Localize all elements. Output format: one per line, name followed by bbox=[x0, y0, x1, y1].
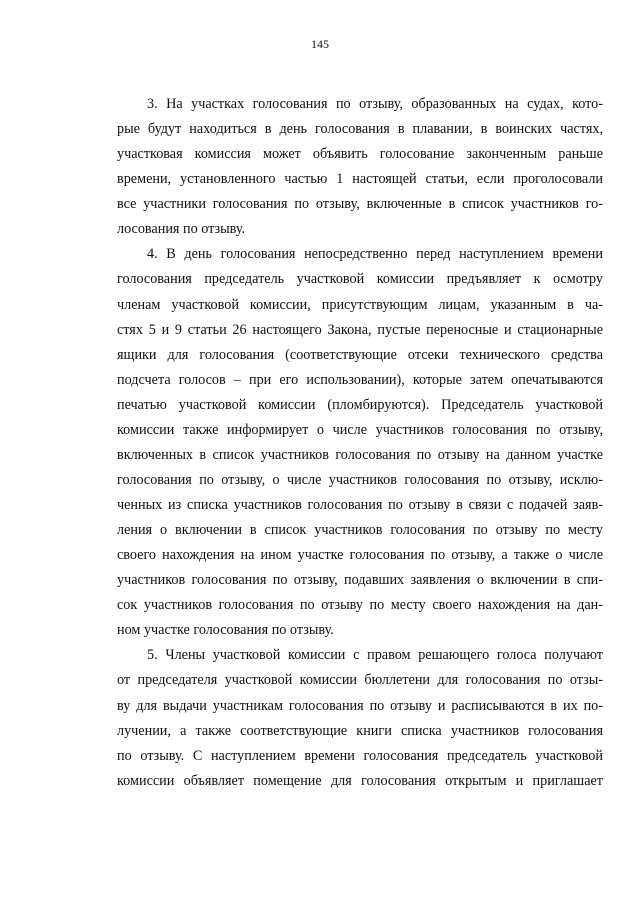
paragraph bbox=[117, 242, 603, 643]
text-line: ченных из списка участников голосования по отзыву в связи с подачей заяв- bbox=[117, 497, 603, 513]
text-line: сок участников голосования по отзыву по месту своего нахождения на дан- bbox=[117, 597, 603, 614]
text-line: все участники голосования по отзыву, включенные в список участников го- bbox=[117, 196, 603, 213]
text-line: печатью участковой комиссии (пломбируются). Председатель участковой bbox=[117, 396, 603, 413]
text-line: голосования по отзыву, о числе участников голосования по отзыву, исклю- bbox=[117, 471, 603, 488]
text-line: времени, установленного частью 1 настоящей статьи, если проголосовали bbox=[117, 171, 603, 188]
text-line: комиссии также информирует о числе участников голосования по отзыву, bbox=[117, 421, 603, 438]
text-line: ву для выдачи участникам голосования по отзыву и расписываются в их по- bbox=[117, 697, 603, 714]
text-line: ном участке голосования по отзыву. bbox=[117, 622, 334, 639]
text-line: 4. В день голосования непосредственно перед наступлением времени bbox=[147, 246, 603, 263]
text-line: рые будут находиться в день голосования в плавании, в воинских частях, bbox=[117, 121, 603, 138]
text-line: голосования председатель участковой комиссии предъявляет к осмотру bbox=[117, 271, 603, 288]
text-line: участников голосования по отзыву, подавших заявления о включении в спи- bbox=[117, 572, 603, 589]
page-number: 145 bbox=[311, 37, 329, 51]
text-line: членам участковой комиссии, присутствующим лицам, указанным в ча- bbox=[117, 296, 603, 313]
text-line: своего нахождения на ином участке голосования по отзыву, а также о числе bbox=[117, 547, 603, 564]
text-line: включенных в список участников голосования по отзыву на данном участке bbox=[117, 446, 603, 463]
text-line: лосования по отзыву. bbox=[117, 221, 246, 238]
document-body bbox=[117, 92, 603, 794]
text-line: участковая комиссия может объявить голосование законченным раньше bbox=[117, 146, 603, 163]
text-line: по отзыву. С наступлением времени голосования председатель участковой bbox=[117, 747, 603, 764]
text-line: ящики для голосования (соответствующие отсеки технического средства bbox=[117, 346, 603, 363]
paragraph bbox=[117, 643, 603, 793]
text-line: от председателя участковой комиссии бюллетени для голосования по отзы- bbox=[117, 672, 603, 689]
text-line: ления о включении в список участников голосования по отзыву по месту bbox=[117, 522, 603, 539]
text-line: стях 5 и 9 статьи 26 настоящего Закона, пустые переносные и стационарные bbox=[117, 321, 603, 338]
text-line: комиссии объявляет помещение для голосования открытым и приглашает bbox=[117, 772, 603, 789]
text-line: 3. На участках голосования по отзыву, образованных на судах, кото- bbox=[147, 96, 603, 112]
text-line: лучении, а также соответствующие книги списка участников голосования bbox=[117, 722, 603, 739]
text-line: 5. Члены участковой комиссии с правом решающего голоса получают bbox=[147, 647, 603, 664]
paragraph bbox=[117, 92, 603, 242]
text-line: подсчета голосов – при его использовании), которые затем опечатываются bbox=[117, 371, 603, 388]
